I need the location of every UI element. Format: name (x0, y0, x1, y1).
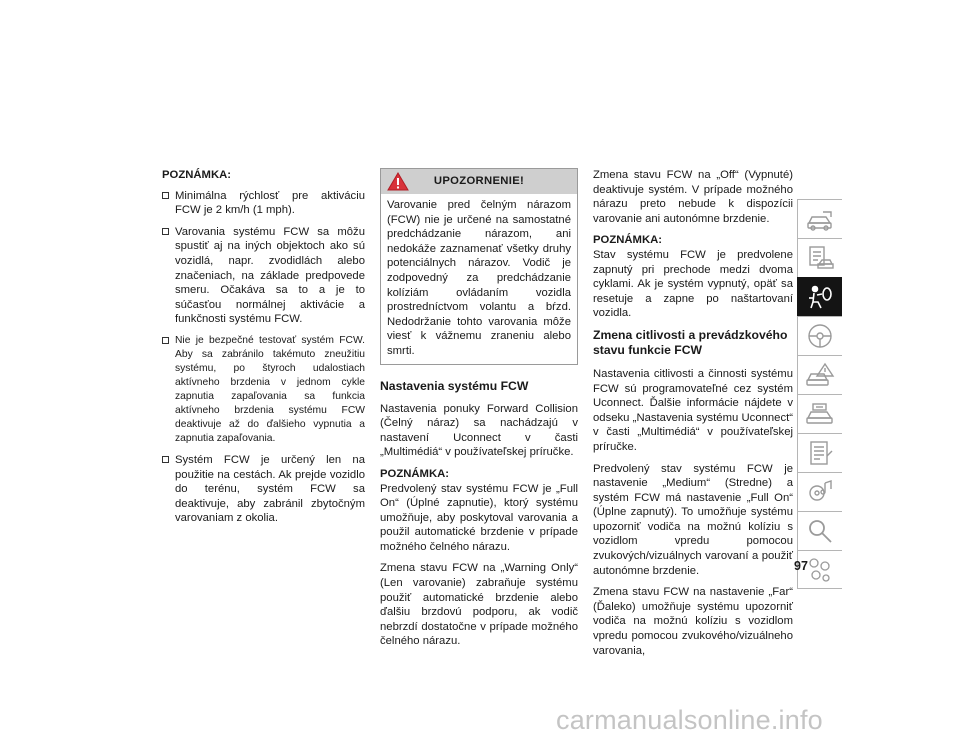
section-heading: Zmena citlivosti a prevádzkového stavu funkcie FCW (593, 327, 788, 358)
tab-car-document[interactable] (797, 238, 842, 277)
bullet-item (162, 453, 365, 526)
steering-wheel-icon (805, 321, 835, 351)
warning-body: Varovanie pred čelným nárazom (FCW) nie je určené na samostatné predchádzanie nárazom, ani nedokáže zaznamenať všetky druhy potenciálnych nárazov. Vodič je zodpovedný za predchádzanie kolíziám ovládaním vozidla prostredníctvom volantu a bŕzd. Nedodržanie tohto varovania môže viesť k vážnemu zraneniu alebo smrti. (387, 199, 571, 357)
tab-search-index[interactable] (797, 511, 842, 550)
car-warning-icon (805, 360, 835, 390)
section-heading: Nastavenia systému FCW (380, 378, 529, 393)
languages-icon (805, 555, 835, 585)
bullet-text: Nie je bezpečné testovať systém FCW. Aby sa zabránilo takémuto zneužitiu systému, po štyroch udalostiach aktívneho brzdenia v jednom cykle zapnutia zapaľovania sa funkcia aktívneho brzdenia systému FCW deaktivuje až do ďalšieho vypnutia a zapnutia zapaľovania. (175, 334, 365, 444)
note-heading: POZNÁMKA: (162, 169, 232, 181)
paragraph: Nastavenia citlivosti a činnosti systému FCW sú programovateľné cez systém Uconnect. Ďalšie informácie nájdete v odseku „Nastavenia systému Uconnect“ v časti „Multimédiá“ v používateľskej príručke. (593, 367, 793, 453)
checkbox-square-icon (162, 228, 169, 235)
car-overview-icon (805, 204, 835, 234)
paragraph: Predvolený stav systému FCW je nastavenie „Medium“ (Stredne) a systém FCW má nastavenie „Full On“ (Úplne zapnutý). To umožňuje systému upozorniť vodiča na možnú kolíziu s vozidlom vpredu pomocou zvukových/vizuálnych varovaní a použiť autonómne brzdenie. (593, 462, 793, 577)
search-index-icon (805, 516, 835, 546)
paragraph: Nastavenia ponuky Forward Collision (Čelný náraz) sa nachádzajú v nastavení Uconnect v časti „Multimédiá“ v používateľskej príručke. (380, 402, 578, 459)
paragraph: Zmena stavu FCW na „Off“ (Vypnuté) deaktivuje systém. V prípade možného nárazu preto nebude k dispozícii varovanie ani autonómne brzdenie. (593, 169, 793, 225)
note-text: Stav systému FCW je predvolene zapnutý pri prechode medzi dvoma cyklami. Ak je systém vypnutý, opäť sa resetuje a zapne po naštartovaní vozidla. (593, 248, 793, 320)
tab-airbag[interactable] (797, 277, 842, 316)
bullet-text: Systém FCW je určený len na použitie na cestách. Ak prejde vozidlo do terénu, systém FCW sa deaktivuje, aby zabránil zbytočným varovaniam z okolia. (175, 453, 365, 525)
bullet-text: Varovania systému FCW sa môžu spustiť aj na iných objektoch ako sú vozidlá, napr. zvodidlách alebo značeniach, na základe predpovede smeru. Očakáva sa to a je to súčasťou normálnej aktivácie a funkčnosti systému FCW. (175, 225, 365, 326)
column-left (162, 168, 365, 533)
note-text: Predvolený stav systému FCW je „Full On“ (Úplné zapnutie), ktorý systému umožňuje, aby poskytoval varovania a použil automatické brzdenie v prípade možného čelného nárazu. (380, 482, 578, 553)
specifications-list-icon (805, 438, 835, 468)
paragraph: Zmena stavu FCW na nastavenie „Far“ (Ďaleko) umožňuje systému upozorniť vodiča na možnú kolíziu s vozidlom vpredu pomocou zvukového/vizuálneho varovania, (593, 586, 793, 657)
bullet-item (162, 334, 365, 446)
car-document-icon (805, 243, 835, 273)
warning-title: UPOZORNENIE! (433, 175, 525, 188)
tab-steering-wheel[interactable] (797, 316, 842, 355)
bullet-item (162, 189, 365, 218)
paragraph: Zmena stavu FCW na „Warning Only“ (Len varovanie) zabraňuje systému použiť automatické brzdenie alebo ďalšiu brzdovú podporu, ak vodič nebrzdí dostatočne v prípade možného čelného nárazu. (380, 562, 578, 648)
checkbox-square-icon (162, 192, 169, 199)
column-middle (380, 168, 578, 656)
multimedia-icon (805, 477, 835, 507)
tab-car-overview[interactable] (797, 199, 842, 238)
column-right (593, 168, 793, 665)
tab-multimedia[interactable] (797, 472, 842, 511)
checkbox-square-icon (162, 337, 169, 344)
bullet-text: Minimálna rýchlosť pre aktiváciu FCW je 2 km/h (1 mph). (175, 189, 365, 217)
tab-specifications[interactable] (797, 433, 842, 472)
airbag-icon (805, 282, 835, 312)
note-heading: POZNÁMKA: (593, 234, 663, 247)
warning-header (381, 169, 577, 194)
car-service-icon (805, 399, 835, 429)
checkbox-square-icon (162, 456, 169, 463)
note-heading: POZNÁMKA: (380, 467, 450, 480)
tab-car-service[interactable] (797, 394, 842, 433)
tab-car-warning[interactable] (797, 355, 842, 394)
page-number: 97 (794, 559, 808, 573)
bullet-item (162, 225, 365, 327)
warning-triangle-icon (387, 172, 409, 191)
warning-box (380, 168, 578, 365)
chapter-tabs (797, 199, 842, 589)
watermark: carmanualsonline.info (556, 705, 823, 735)
